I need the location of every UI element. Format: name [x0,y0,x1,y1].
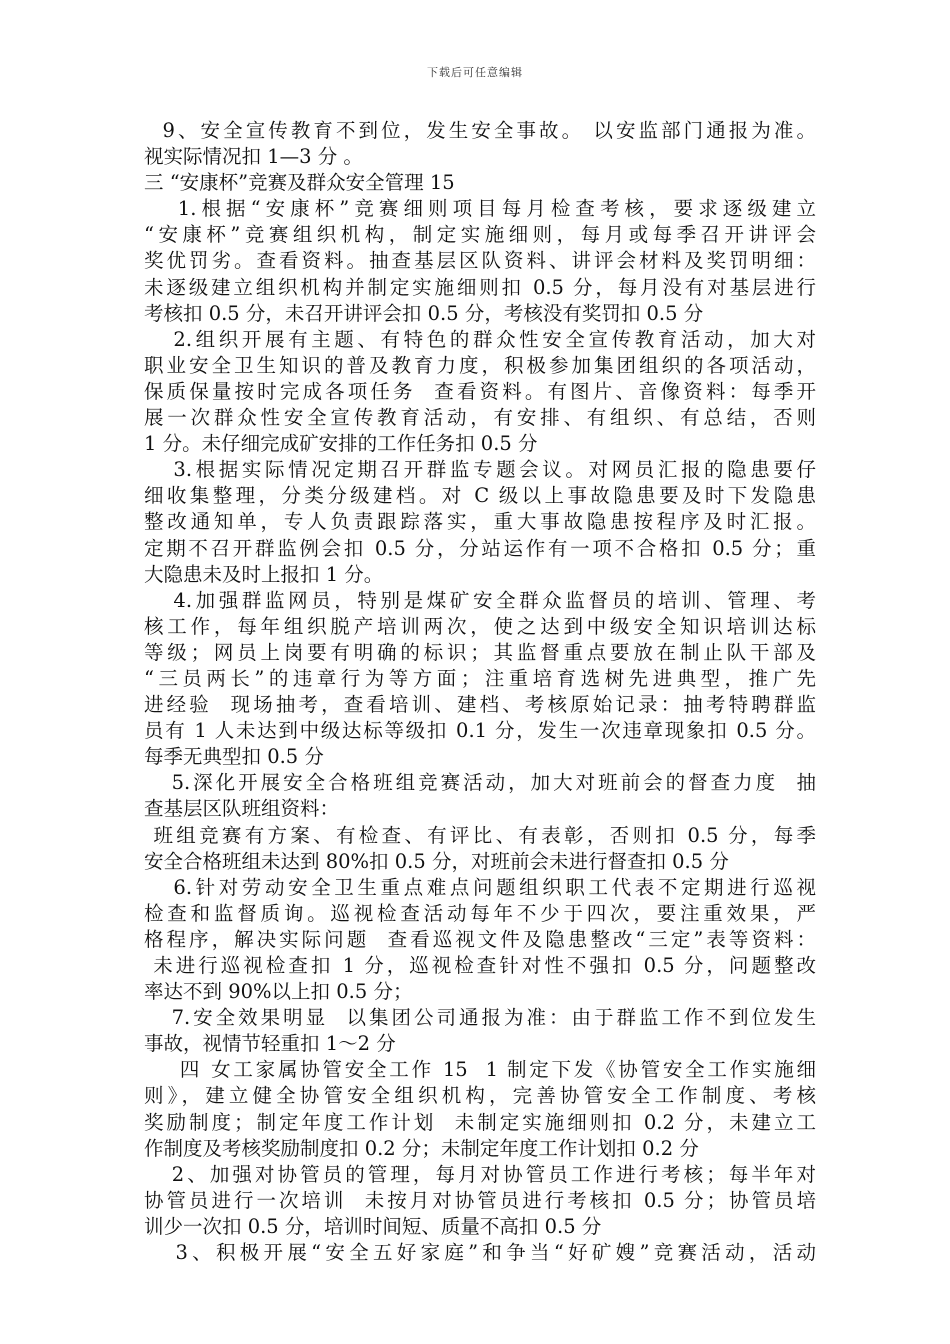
text-line: 3、积极开展“安全五好家庭”和争当“好矿嫂”竞赛活动，活动 [144,1241,816,1265]
text-line: 6.针对劳动安全卫生重点难点问题组织职工代表不定期进行巡视 [144,875,816,899]
text-line: 2、加强对协管员的管理，每月对协管员工作进行考核；每半年对 [144,1162,816,1186]
text-line: 4.加强群监网员，特别是煤矿安全群众监督员的培训、管理、考 [144,588,816,612]
text-line: “三员两长”的违章行为等方面；注重培育选树先进典型，推广先 [144,666,816,690]
text-line: 9、安全宣传教育不到位，发生安全事故。 以安监部门通报为准。 [144,119,816,142]
text-line: 等级；网员上岗要有明确的标识；其监督重点要放在制止队干部及 [144,640,816,664]
text-line: 定期不召开群监例会扣 0.5 分，分站运作有一项不合格扣 0.5 分；重 [144,536,816,560]
text-line: 细收集整理，分类分级建档。对 C 级以上事故隐患要及时下发隐患 [144,484,816,508]
text-line: 四 女工家属协管安全工作 15 1 制定下发《协管安全工作实施细 [144,1058,816,1082]
text-line: 检查和监督质询。巡视检查活动每年不少于四次，要注重效果，严 [144,901,816,925]
text-line: 事故，视情节轻重扣 1～2 分 [144,1032,396,1056]
text-line: 三 “安康杯”竞赛及群众安全管理 15 [144,171,455,195]
text-line: 保质保量按时完成各项任务 查看资料。有图片、音像资料：每季开 [144,379,816,403]
text-line: 1.根据“安康杯”竞赛细则项目每月检查考核，要求逐级建立 [144,197,816,221]
text-line: 率达不到 90%以上扣 0.5 分； [144,980,413,1004]
text-line: 展一次群众性安全宣传教育活动，有安排、有组织、有总结，否则 [144,406,816,430]
text-line: 未逐级建立组织机构并制定实施细则扣 0.5 分，每月没有对基层进行 [144,275,816,299]
document-body [144,118,816,1266]
text-line: 7.安全效果明显 以集团公司通报为准：由于群监工作不到位发生 [144,1006,816,1030]
text-line: 未进行巡视检查扣 1 分，巡视检查针对性不强扣 0.5 分，问题整改 [144,954,816,977]
text-line: 5.深化开展安全合格班组竞赛活动，加大对班前会的督查力度 抽 [144,771,816,795]
text-line: 考核扣 0.5 分，未召开讲评会扣 0.5 分，考核没有奖罚扣 0.5 分 [144,301,704,325]
text-line: 1 分。未仔细完成矿安排的工作任务扣 0.5 分 [144,432,538,456]
text-line: 安全合格班组未达到 80%扣 0.5 分，对班前会未进行督查扣 0.5 分 [144,849,729,873]
text-line: 奖励制度；制定年度工作计划 未制定实施细则扣 0.2 分，未建立工 [144,1110,816,1134]
text-line: 格程序，解决实际问题 查看巡视文件及隐患整改“三定”表等资料： [144,927,816,951]
text-line: 视实际情况扣 1—3 分 。 [144,145,363,169]
text-line: 核工作，每年组织脱产培训两次，使之达到中级安全知识培训达标 [144,614,816,638]
text-line: 员有 1 人未达到中级达标等级扣 0.1 分，发生一次违章现象扣 0.5 分。 [144,719,816,743]
text-line: 大隐患未及时上报扣 1 分。 [144,562,384,586]
text-line: 查基层区队班组资料： [144,797,340,821]
text-line: 班组竞赛有方案、有检查、有评比、有表彰，否则扣 0.5 分，每季 [144,823,816,847]
text-line: 作制度及考核奖励制度扣 0.2 分；未制定年度工作计划扣 0.2 分 [144,1136,699,1160]
page-header: 下载后可任意编辑 [427,66,523,79]
text-line: 协管员进行一次培训 未按月对协管员进行考核扣 0.5 分；协管员培 [144,1188,816,1212]
text-line: 训少一次扣 0.5 分，培训时间短、质量不高扣 0.5 分 [144,1214,602,1238]
text-line: 整改通知单，专人负责跟踪落实，重大事故隐患按程序及时汇报。 [144,510,816,534]
text-line: 奖优罚劣。查看资料。抽查基层区队资料、讲评会材料及奖罚明细： [144,249,816,273]
text-line: 职业安全卫生知识的普及教育力度，积极参加集团组织的各项活动， [144,353,816,377]
text-line: 2.组织开展有主题、有特色的群众性安全宣传教育活动，加大对 [144,327,816,351]
text-line: 3.根据实际情况定期召开群监专题会议。对网员汇报的隐患要仔 [144,458,816,482]
text-line: 每季无典型扣 0.5 分 [144,745,324,769]
text-line: 则》，建立健全协管安全组织机构，完善协管安全工作制度、考核 [144,1084,816,1108]
text-line: 进经验 现场抽考，查看培训、建档、考核原始记录：抽考特聘群监 [144,693,816,717]
text-line: “安康杯”竞赛组织机构，制定实施细则，每月或每季召开讲评会 [144,223,816,247]
